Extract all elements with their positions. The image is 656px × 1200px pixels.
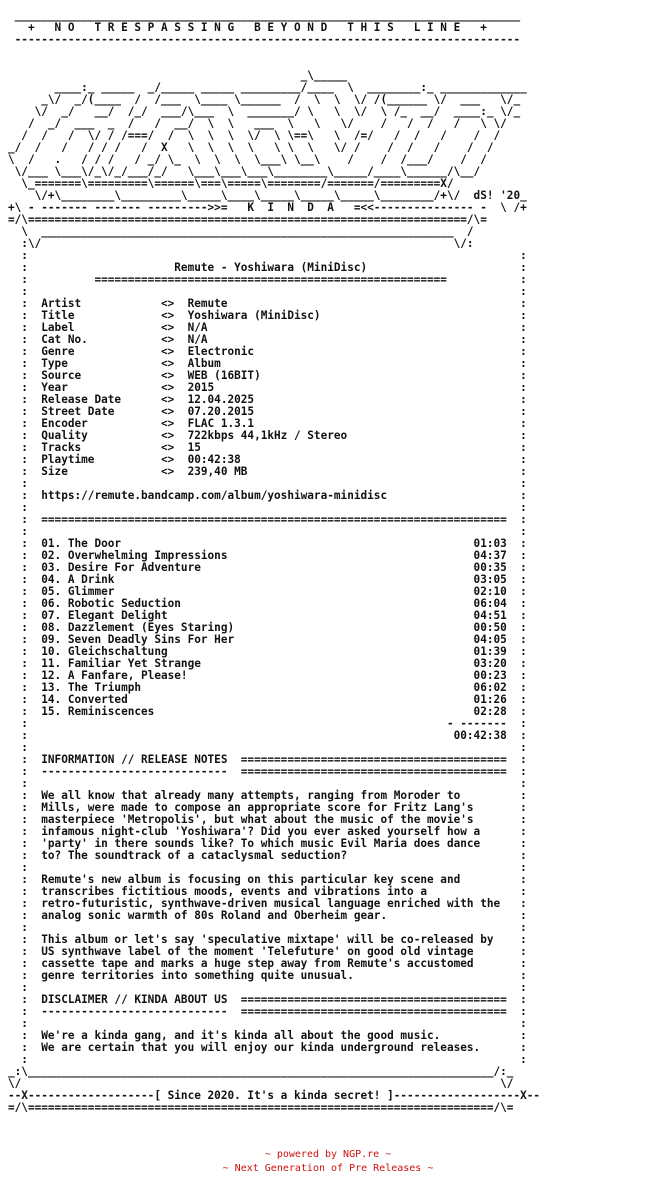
credits-tagline: ~ Next Generation of Pre Releases ~ [222,1163,434,1174]
nfo-text: ____________________________________________________________________________ + N O T R E S P A S S I N G B E Y O N D T H I S L I N E + ---------------------------------------------------------------------------- _\_____ ____:_ _____ _/_____ _____ _________/____ \ ________:_ _____________ _\/ _/(____ / /___ \____ \______ / \ \ \/ /(______ \/ ___ \/_ \/ _/ __/ /_/ ___/\___ \ _______/ \ \ \/ \ /_ __/ ____:_ \/_ / _/ ___ _ / / __/ \ \ ___ \ \ \/ / / / / \ \/ / / / \/ / /===/ / \ \ \ \/ \ \==\ \ /=/ / / / / / _/ / / / / / / X \ \ \ \ \ \ \ \/ / / / / / / \ / . / / / / _/ \_ \ \ \ \___\ \__\ / / /___/ / / \/___ \___\/_\/_/___/_/ \___\___\___\________\_____/____\______/\__/ \_=======\=========\======\===\=====\========/=======/=========X/ \/+\________\_________\_____\____\_____\_____\_____\________/+\/ dS! '20_ +\ - ------- ------- --------->>= K I N D A =<<--------------- - \ /+ =/\==================================================================/\= \ ______________________________________________________________ / :\/ \/: : : : Remute - Yoshiwara (MiniDisc) : : ===================================================== : : : : Artist <> Remute : : Title <> Yoshiwara (MiniDisc) : : Label <> N/A : : Cat No. <> N/A : : Genre <> Electronic : : Type <> Album : : Source <> WEB (16BIT) : : Year <> 2015 : : Release Date <> 12.04.2025 : : Street Date <> 07.20.2015 : : Encoder <> FLAC 1.3.1 : : Quality <> 722kbps 44,1kHz / Stereo : : Tracks <> 15 : : Playtime <> 00:42:38 : : Size <> 239,40 MB : : : : https://remute.bandcamp.com/album/yoshiwara-minidisc : : : : ====================================================================== : : : : 01. The Door 01:03 : : 02. Overwhelming Impressions 04:37 : : 03. Desire For Adventure 00:35 : : 04. A Drink 03:05 : : 05. Glimmer 02:10 : : 06. Robotic Seduction 06:04 : : 07. Elegant Delight 04:51 : : 08. Dazzlement (Eyes Staring) 00:50 : : 09. Seven Deadly Sins For Her 04:05 : : 10. Gleichschaltung 01:39 : : 11. Familiar Yet Strange 03:20 : : 12. A Fanfare, Please! 00:23 : : 13. The Triumph 06:02 : : 14. Converted 01:26 : : 15. Reminiscences 02:28 : : - ------- : : 00:42:38 : : : : INFORMATION // RELEASE NOTES ======================================== : : ---------------------------- ======================================== : : : : We all know that already many attempts, ranging from Moroder to : : Mills, were made to compose an appropriate score for Fritz Lang's : : masterpiece 'Metropolis', but what about the music of the movie's : : infamous night-club 'Yoshiwara'? Did you ever asked yourself how a : : 'party' in there sounds like? To which music Evil Maria does dance : : to? The soundtrack of a cataclysmal seduction? : : : : Remute's new album is focusing on this particular key scene and : : transcribes fictitious moods, events and vibrations into a : : retro-futuristic, synthwave-driven musical language enriched with the : : analog sonic warmth of 80s Roland and Oberheim gear. : : : : This album or let's say 'speculative mixtape' will be co-released by : : US synthwave label of the moment 'Telefuture' on good old vintage : : cassette tape and marks a huge step away from Remute's accustomed : : genre territories into something quite unusual. : : : : DISCLAIMER // KINDA ABOUT US ======================================== : : ---------------------------- ======================================== : : : : We're a kinda gang, and it's kinda all about the good music. : : We are certain that you will enjoy our kinda underground releases. : : : _:\______________________________________________________________________/:_ \/ \/ --X-------------------[ Since 2020. It's a kinda secret! ]-------------------X-- =/\======================================================================/\= [8,9,541,1114]
credits [0,1148,656,1176]
powered-by-link[interactable]: ~ powered by NGP.re ~ [264,1149,392,1160]
